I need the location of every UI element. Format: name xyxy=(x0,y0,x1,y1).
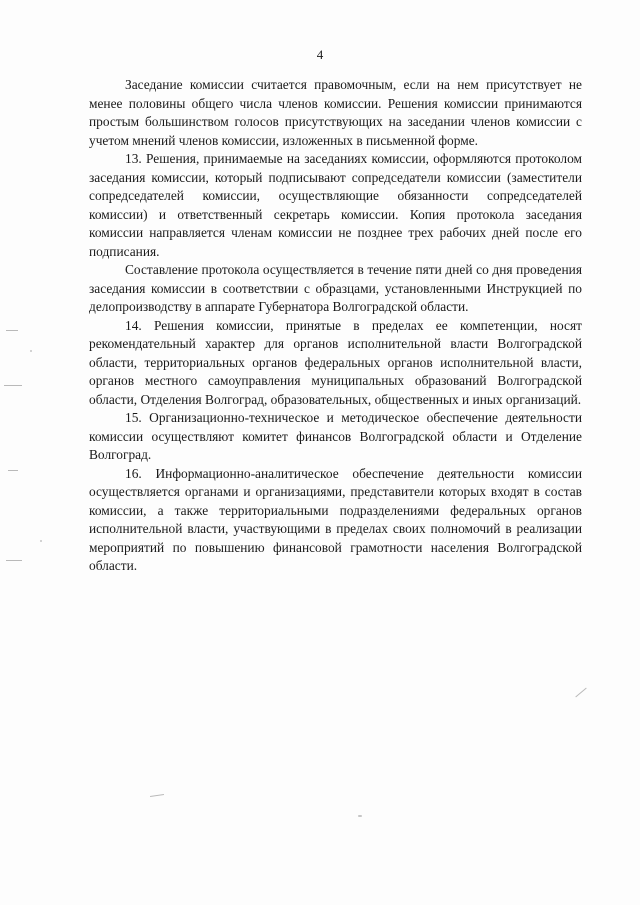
paragraph-14-decisions: 14. Решения комиссии, принятые в пределах ее компетенции, носят рекомендательный характер для органов исполнительной власти Волгоградской области, территориальных органов федеральных органов исполнительной власти, органов местного самоуправления муниципальных образований Волгоградской области, Отделения Волгоград, образовательных, общественных и иных организаций. xyxy=(89,317,582,407)
page-number: 4 xyxy=(316,47,324,62)
scan-artifact xyxy=(8,470,18,471)
document-body xyxy=(89,76,582,576)
scan-artifact xyxy=(150,794,164,797)
scan-artifact xyxy=(358,815,362,817)
paragraph-16-analytical-support: 16. Информационно-аналитическое обеспечение деятельности комиссии осуществляется органами и организациями, представители которых входят в состав комиссии, а также территориальными подразделениями федеральных органов исполнительной власти, участвующими в пределах своих полномочий в реализации мероприятий по повышению финансовой грамотности населения Волгоградской области. xyxy=(89,465,582,573)
scan-artifact xyxy=(6,560,22,561)
paragraph-quorum: Заседание комиссии считается правомочным, если на нем присутствует не менее половины общего числа членов комиссии. Решения комиссии принимаются простым большинством голосов присутствующих на заседании членов комиссии с учетом мнений членов комиссии, изложенных в письменной форме. xyxy=(89,77,582,148)
paragraph-13-protocol: 13. Решения, принимаемые на заседаниях комиссии, оформляются протоколом заседания комиссии, который подписывают сопредседатели комиссии (заместители сопредседателей комиссии, осуществляющие обязанности сопредседателей комиссии) и ответственный секретарь комиссии. Копия протокола заседания комиссии направляется членам комиссии не позднее трех рабочих дней после его подписания. xyxy=(89,151,582,259)
paragraph-15-technical-support: 15. Организационно-техническое и методическое обеспечение деятельности комиссии осуществляют комитет финансов Волгоградской области и Отделение Волгоград. xyxy=(89,410,582,462)
scan-artifact xyxy=(4,385,22,386)
scan-artifact xyxy=(575,688,586,698)
scan-artifact xyxy=(40,540,42,542)
scan-artifact xyxy=(6,330,18,331)
paragraph-protocol-drafting: Составление протокола осуществляется в течение пяти дней со дня проведения заседания комиссии в соответствии с образцами, установленными Инструкцией по делопроизводству в аппарате Губернатора Волгоградской области. xyxy=(89,262,582,314)
scan-artifact xyxy=(30,350,32,352)
